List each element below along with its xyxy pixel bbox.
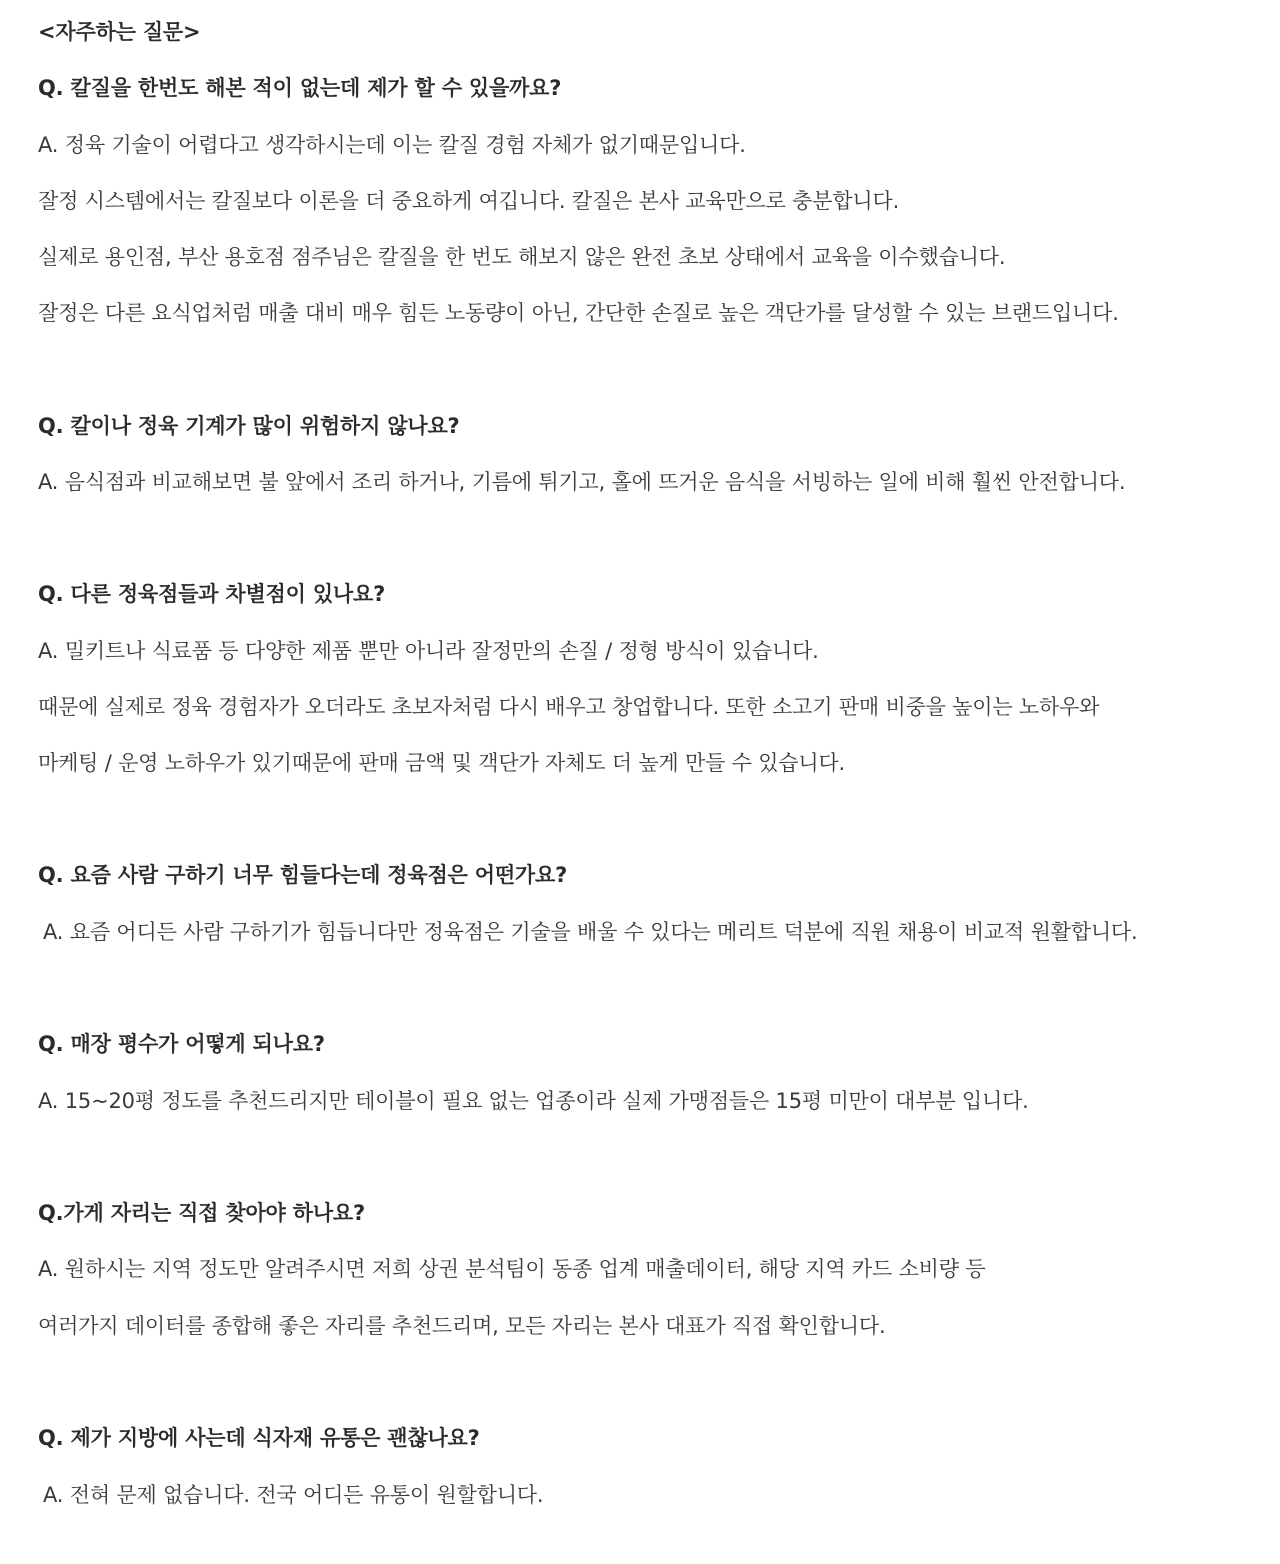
faq-answer-5-line-1: A. 15~20평 정도를 추천드리지만 테이블이 필요 없는 업종이라 실제 가맹점들은 15평 미만이 대부분 입니다. [38, 1089, 1029, 1113]
faq-heading: <자주하는 질문> [38, 20, 201, 44]
faq-answer-7-line-1: A. 전혀 문제 없습니다. 전국 어디든 유통이 원할합니다. [43, 1483, 544, 1507]
faq-answer-3-line-3: 마케팅 / 운영 노하우가 있기때문에 판매 금액 및 객단가 자체도 더 높게 만들 수 있습니다. [38, 751, 846, 775]
faq-question-6: Q.가게 자리는 직접 찾아야 하나요? [38, 1201, 365, 1225]
faq-answer-6-line-2: 여러가지 데이터를 종합해 좋은 자리를 추천드리며, 모든 자리는 본사 대표가 직접 확인합니다. [38, 1314, 886, 1338]
faq-answer-1-line-1: A. 정육 기술이 어렵다고 생각하시는데 이는 칼질 경험 자체가 없기때문입니다. [38, 133, 746, 157]
faq-question-2: Q. 칼이나 정육 기계가 많이 위험하지 않나요? [38, 414, 460, 438]
faq-question-1: Q. 칼질을 한번도 해본 적이 없는데 제가 할 수 있을까요? [38, 76, 562, 100]
faq-answer-1-line-4: 잘정은 다른 요식업처럼 매출 대비 매우 힘든 노동량이 아닌, 간단한 손질로 높은 객단가를 달성할 수 있는 브랜드입니다. [38, 301, 1119, 325]
faq-question-7: Q. 제가 지방에 사는데 식자재 유통은 괜찮나요? [38, 1426, 480, 1450]
faq-question-4: Q. 요즘 사람 구하기 너무 힘들다는데 정육점은 어떤가요? [38, 863, 568, 887]
faq-answer-6-line-1: A. 원하시는 지역 정도만 알려주시면 저희 상권 분석팀이 동종 업계 매출데이터, 해당 지역 카드 소비량 등 [38, 1257, 986, 1281]
faq-question-3: Q. 다른 정육점들과 차별점이 있나요? [38, 582, 386, 606]
faq-answer-1-line-3: 실제로 용인점, 부산 용호점 점주님은 칼질을 한 번도 해보지 않은 완전 초보 상태에서 교육을 이수했습니다. [38, 245, 1006, 269]
faq-answer-1-line-2: 잘정 시스템에서는 칼질보다 이론을 더 중요하게 여깁니다. 칼질은 본사 교육만으로 충분합니다. [38, 189, 900, 213]
faq-answer-2-line-1: A. 음식점과 비교해보면 불 앞에서 조리 하거나, 기름에 튀기고, 홀에 뜨거운 음식을 서빙하는 일에 비해 훨씬 안전합니다. [38, 470, 1126, 494]
faq-question-5: Q. 매장 평수가 어떻게 되나요? [38, 1032, 325, 1056]
faq-answer-3-line-1: A. 밀키트나 식료품 등 다양한 제품 뿐만 아니라 잘정만의 손질 / 정형 방식이 있습니다. [38, 639, 819, 663]
faq-answer-4-line-1: A. 요즘 어디든 사람 구하기가 힘듭니다만 정육점은 기술을 배울 수 있다는 메리트 덕분에 직원 채용이 비교적 원활합니다. [43, 920, 1138, 944]
faq-answer-3-line-2: 때문에 실제로 정육 경험자가 오더라도 초보자처럼 다시 배우고 창업합니다. 또한 소고기 판매 비중을 높이는 노하우와 [38, 695, 1100, 719]
